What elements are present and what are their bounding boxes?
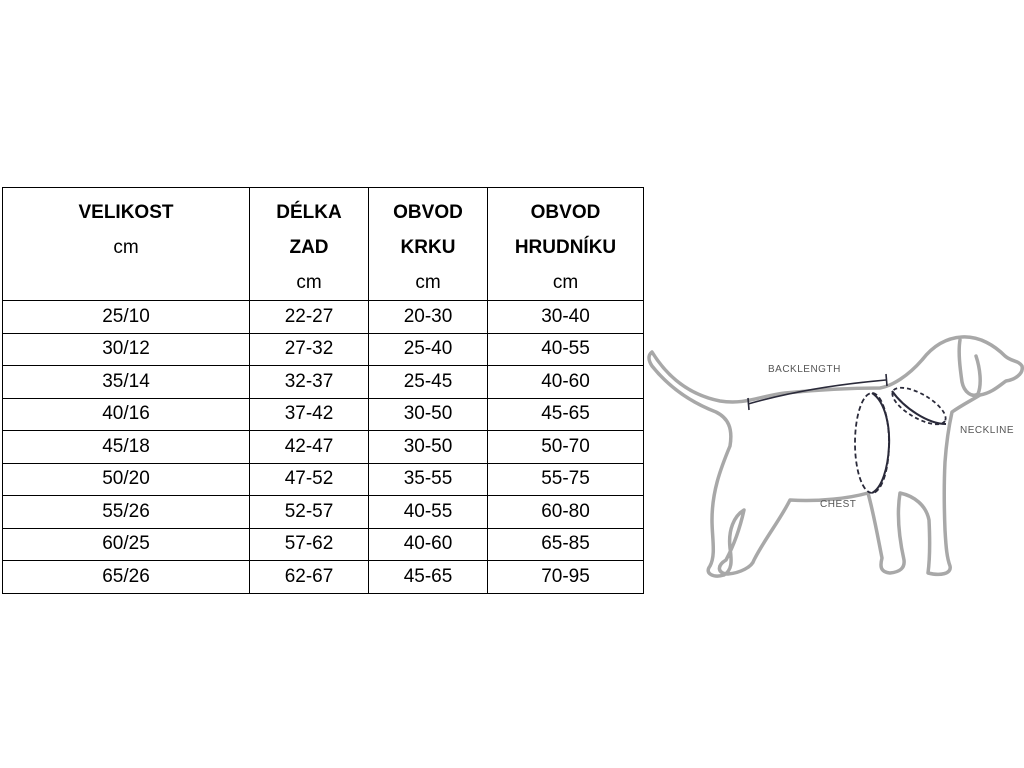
header-delka-zad-title-2: ZAD — [289, 237, 329, 258]
table-row — [3, 561, 644, 594]
table-row — [3, 301, 644, 334]
cell-size: 40/16 — [3, 398, 250, 431]
header-row — [3, 188, 644, 301]
header-obvod-krku-title-1: OBVOD — [393, 202, 463, 223]
cell-size: 45/18 — [3, 431, 250, 464]
cell-size: 65/26 — [3, 561, 250, 594]
header-obvod-krku — [369, 188, 488, 301]
cell-neck: 40-55 — [369, 496, 488, 529]
cell-chest: 55-75 — [488, 463, 644, 496]
cell-size: 25/10 — [3, 301, 250, 334]
chest-label: CHEST — [820, 499, 857, 510]
cell-neck: 40-60 — [369, 528, 488, 561]
cell-backlength: 57-62 — [250, 528, 369, 561]
cell-chest: 60-80 — [488, 496, 644, 529]
cell-backlength: 42-47 — [250, 431, 369, 464]
cell-backlength: 32-37 — [250, 366, 369, 399]
header-obvod-hrudniku-unit: cm — [552, 272, 579, 293]
header-obvod-hrudniku-title-2: HRUDNÍKU — [514, 237, 617, 258]
table-row — [3, 431, 644, 464]
cell-backlength: 27-32 — [250, 333, 369, 366]
header-velikost-unit: cm — [113, 237, 139, 258]
cell-neck: 30-50 — [369, 398, 488, 431]
cell-size: 50/20 — [3, 463, 250, 496]
size-chart-header — [3, 188, 644, 301]
dog-measurement-diagram — [646, 320, 1024, 590]
cell-size: 60/25 — [3, 528, 250, 561]
cell-chest: 40-55 — [488, 333, 644, 366]
cell-backlength: 47-52 — [250, 463, 369, 496]
header-velikost — [3, 188, 250, 301]
cell-backlength: 62-67 — [250, 561, 369, 594]
table-row — [3, 496, 644, 529]
cell-neck: 25-40 — [369, 333, 488, 366]
cell-size: 35/14 — [3, 366, 250, 399]
cell-size: 30/12 — [3, 333, 250, 366]
header-obvod-krku-title-2: KRKU — [400, 237, 456, 258]
cell-backlength: 37-42 — [250, 398, 369, 431]
header-delka-zad-unit: cm — [296, 272, 322, 293]
size-chart-table — [2, 187, 644, 594]
table-row — [3, 398, 644, 431]
header-obvod-hrudniku-title-1: OBVOD — [530, 202, 601, 223]
cell-chest: 65-85 — [488, 528, 644, 561]
cell-neck: 25-45 — [369, 366, 488, 399]
table-row — [3, 366, 644, 399]
header-obvod-krku-unit: cm — [415, 272, 441, 293]
cell-neck: 35-55 — [369, 463, 488, 496]
backlength-tick-end — [886, 374, 887, 386]
cell-neck: 20-30 — [369, 301, 488, 334]
backlength-label: BACKLENGTH — [768, 364, 841, 375]
cell-neck: 45-65 — [369, 561, 488, 594]
header-delka-zad-title-1: DÉLKA — [276, 202, 342, 223]
header-obvod-hrudniku — [488, 188, 644, 301]
cell-chest: 45-65 — [488, 398, 644, 431]
cell-chest: 40-60 — [488, 366, 644, 399]
cell-size: 55/26 — [3, 496, 250, 529]
chest-front-arc — [872, 393, 889, 493]
cell-backlength: 52-57 — [250, 496, 369, 529]
header-velikost-title: VELIKOST — [78, 202, 174, 223]
dog-ear-icon — [959, 340, 980, 395]
cell-chest: 50-70 — [488, 431, 644, 464]
cell-neck: 30-50 — [369, 431, 488, 464]
cell-chest: 30-40 — [488, 301, 644, 334]
table-row — [3, 528, 644, 561]
neckline-label: NECKLINE — [960, 425, 1015, 436]
table-row — [3, 463, 644, 496]
backlength-tick-start — [748, 398, 749, 410]
cell-backlength: 22-27 — [250, 301, 369, 334]
size-chart-body — [3, 301, 644, 594]
header-delka-zad — [250, 188, 369, 301]
table-row — [3, 333, 644, 366]
cell-chest: 70-95 — [488, 561, 644, 594]
